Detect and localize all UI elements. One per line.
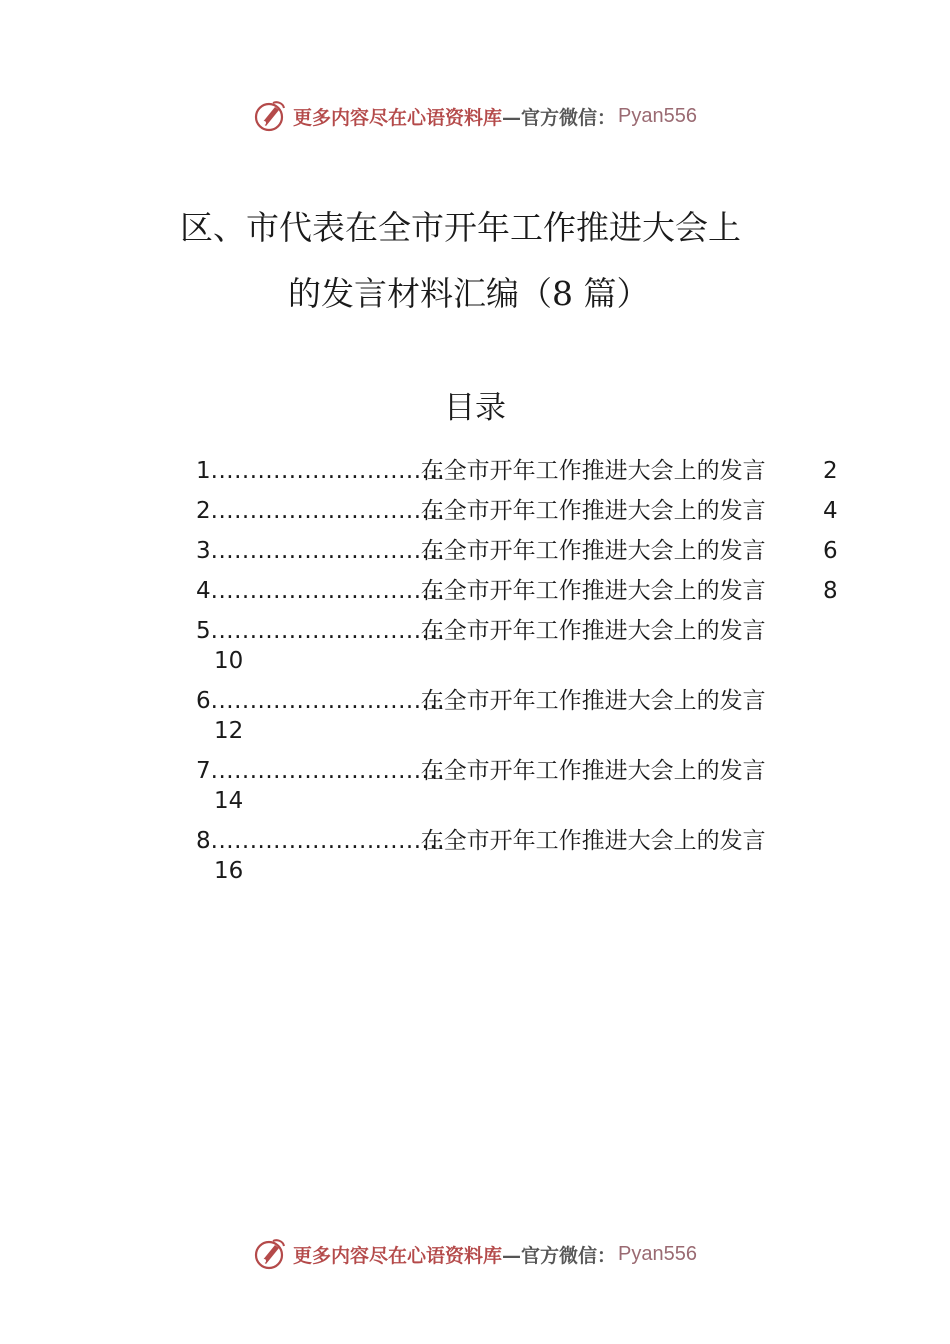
watermark-wechat-id: Pyan556 (618, 1242, 697, 1265)
toc-item-page: 4 (823, 498, 838, 524)
toc-item-title: 在全市开年工作推进大会上的发言 (420, 578, 766, 604)
toc-leader-dots: .............................. (210, 618, 445, 644)
watermark-title: 更多内容尽在心语资料库 (293, 106, 503, 129)
header-watermark (0, 96, 950, 136)
toc-item[interactable] (196, 532, 856, 572)
toc-item[interactable] (196, 822, 856, 892)
toc-item-title: 在全市开年工作推进大会上的发言 (420, 538, 766, 564)
toc-leader-dots: .............................. (210, 688, 445, 714)
toc-item-number: 6 (196, 688, 211, 714)
toc-item-page: 2 (823, 458, 838, 484)
toc-item-page: 16 (214, 858, 244, 884)
toc-item-page: 8 (823, 578, 838, 604)
watermark-title: 更多内容尽在心语资料库 (293, 1244, 503, 1267)
toc-item-number: 1 (196, 458, 211, 484)
toc-item-number: 7 (196, 758, 211, 784)
toc-item-page: 14 (214, 788, 244, 814)
toc-item-page: 10 (214, 648, 244, 674)
toc-item-number: 5 (196, 618, 211, 644)
watermark-subtitle: —官方微信： (502, 106, 617, 129)
toc-leader-dots: .............................. (210, 828, 445, 854)
toc-item-title: 在全市开年工作推进大会上的发言 (420, 618, 766, 644)
toc-item-title: 在全市开年工作推进大会上的发言 (420, 828, 766, 854)
toc-item-number: 3 (196, 538, 211, 564)
toc-item-title: 在全市开年工作推进大会上的发言 (420, 458, 766, 484)
toc-item[interactable] (196, 492, 856, 532)
toc-item-title: 在全市开年工作推进大会上的发言 (420, 688, 766, 714)
toc-item-title: 在全市开年工作推进大会上的发言 (420, 758, 766, 784)
toc-item[interactable] (196, 682, 856, 752)
toc-item[interactable] (196, 452, 856, 492)
document-title-line1: 区、市代表在全市开年工作推进大会上 (180, 208, 741, 247)
pen-logo-icon (253, 1237, 287, 1271)
toc-leader-dots: .............................. (210, 498, 445, 524)
toc-leader-dots: .............................. (210, 578, 445, 604)
toc-item-number: 8 (196, 828, 211, 854)
table-of-contents (196, 452, 856, 892)
watermark-wechat-id: Pyan556 (618, 104, 697, 127)
footer-watermark (0, 1234, 950, 1274)
toc-item-title: 在全市开年工作推进大会上的发言 (420, 498, 766, 524)
document-title-line2: 的发言材料汇编（8 篇） (288, 274, 650, 313)
pen-logo-icon (253, 99, 287, 133)
toc-item-page: 12 (214, 718, 244, 744)
toc-leader-dots: .............................. (210, 458, 445, 484)
toc-leader-dots: .............................. (210, 538, 445, 564)
toc-item[interactable] (196, 612, 856, 682)
toc-item-page: 6 (823, 538, 838, 564)
toc-item[interactable] (196, 572, 856, 612)
toc-heading: 目录 (444, 390, 506, 426)
toc-item-number: 4 (196, 578, 211, 604)
watermark-subtitle: —官方微信： (502, 1244, 617, 1267)
toc-leader-dots: .............................. (210, 758, 445, 784)
toc-item-number: 2 (196, 498, 211, 524)
toc-item[interactable] (196, 752, 856, 822)
